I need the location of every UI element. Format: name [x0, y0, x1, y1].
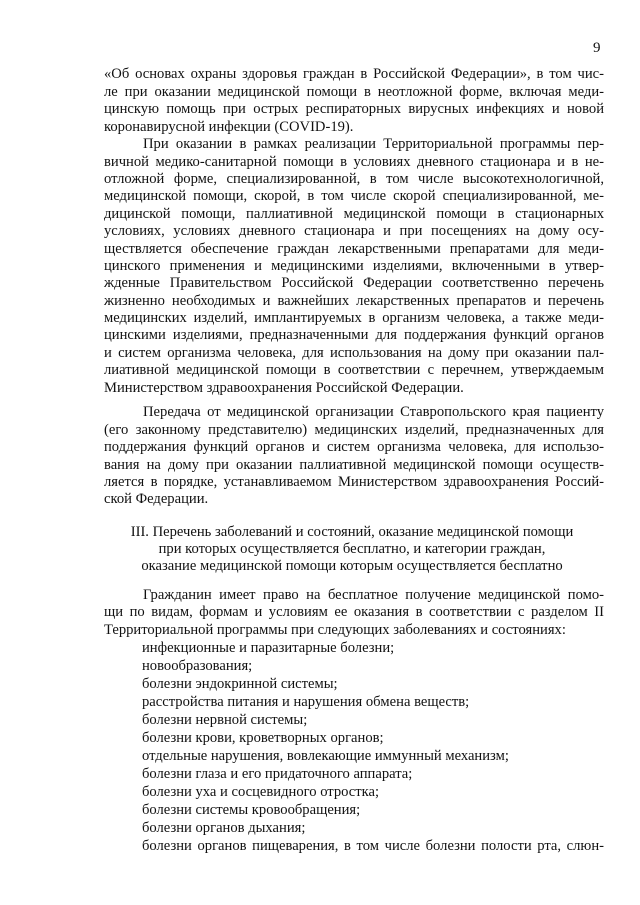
text-line: цинского применения и медицинскими изделиями, включенными в утвер- [104, 258, 604, 274]
text-line: цинскую помощь при острых респираторных вирусных инфекциях и новой [104, 101, 604, 117]
text-line: жденные Правительством Российской Федерации соответственно перечень [104, 275, 604, 291]
list-item: болезни системы кровообращения; [142, 802, 361, 818]
list-item: болезни органов пищеварения, в том числе болезни полости рта, слюн- [142, 838, 604, 854]
text-line: ляется в порядке, устанавливаемом Министерством здравоохранения Россий- [104, 474, 604, 490]
text-line: дицинской помощи, паллиативной медицинской помощи в стационарных [104, 206, 604, 222]
text-line: ле при оказании медицинской помощи в неотложной форме, включая меди- [104, 84, 604, 100]
text-line: Гражданин имеет право на бесплатное получение медицинской помо- [143, 587, 604, 603]
text-line: вания на дому при оказании паллиативной медицинской помощи осуществ- [104, 457, 604, 473]
text-line: поддержания функций органов и систем организма человека, для использо- [104, 439, 604, 455]
list-item: болезни крови, кроветворных органов; [142, 730, 384, 746]
text-line: коронавирусной инфекции (COVID-19). [104, 119, 354, 135]
text-line: «Об основах охраны здоровья граждан в Российской Федерации», в том чис- [104, 66, 604, 82]
list-item: инфекционные и паразитарные болезни; [142, 640, 395, 656]
text-line: Министерством здравоохранения Российской Федерации. [104, 380, 464, 396]
text-line: ществляется обеспечение граждан лекарственными препаратами для меди- [104, 241, 604, 257]
text-line: При оказании в рамках реализации Территориальной программы пер- [143, 136, 604, 152]
list-item: болезни уха и сосцевидного отростка; [142, 784, 380, 800]
text-line: ской Федерации. [104, 491, 209, 507]
text-line: медицинской помощи, скорой, в том числе скорой специализированной, ме- [104, 188, 604, 204]
text-line: цинскими изделиями, предназначенными для поддержания функций органов [104, 327, 604, 343]
page-number: 9 [593, 40, 601, 56]
heading-line: при которых осуществляется бесплатно, и категории граждан, [158, 541, 546, 557]
list-item: отдельные нарушения, вовлекающие иммунный механизм; [142, 748, 509, 764]
text-line: Территориальной программы при следующих заболеваниях и состояниях: [104, 622, 566, 638]
text-line: жизненно необходимых и важнейших лекарственных препаратов и перечень [104, 293, 604, 309]
list-item: болезни органов дыхания; [142, 820, 306, 836]
list-item: болезни эндокринной системы; [142, 676, 338, 692]
text-line: лиативной медицинской помощи в соответствии с перечнем, утверждаемым [104, 362, 604, 378]
text-line: и систем организма человека, для использования на дому при оказании пал- [104, 345, 604, 361]
heading-line: III. Перечень заболеваний и состояний, оказание медицинской помощи [130, 524, 574, 540]
list-item: болезни нервной системы; [142, 712, 308, 728]
text-line: медицинских изделий, имплантируемых в организм человека, а также меди- [104, 310, 604, 326]
text-line: условиях, условиях дневного стационара и при посещениях на дому осу- [104, 223, 604, 239]
text-line: (его законному представителю) медицинских изделий, предназначенных для [104, 422, 604, 438]
text-line: щи по видам, формам и условиям ее оказания в соответствии с разделом II [104, 604, 604, 620]
text-line: вичной медико-санитарной помощи в условиях дневного стационара и в не- [104, 154, 604, 170]
list-item: болезни глаза и его придаточного аппарата; [142, 766, 413, 782]
list-item: расстройства питания и нарушения обмена веществ; [142, 694, 470, 710]
text-line: отложной форме, специализированной, в том числе высокотехнологичной, [104, 171, 604, 187]
list-item: новообразования; [142, 658, 253, 674]
heading-line: оказание медицинской помощи которым осуществляется бесплатно [141, 558, 563, 574]
text-line: Передача от медицинской организации Ставропольского края пациенту [143, 404, 604, 420]
